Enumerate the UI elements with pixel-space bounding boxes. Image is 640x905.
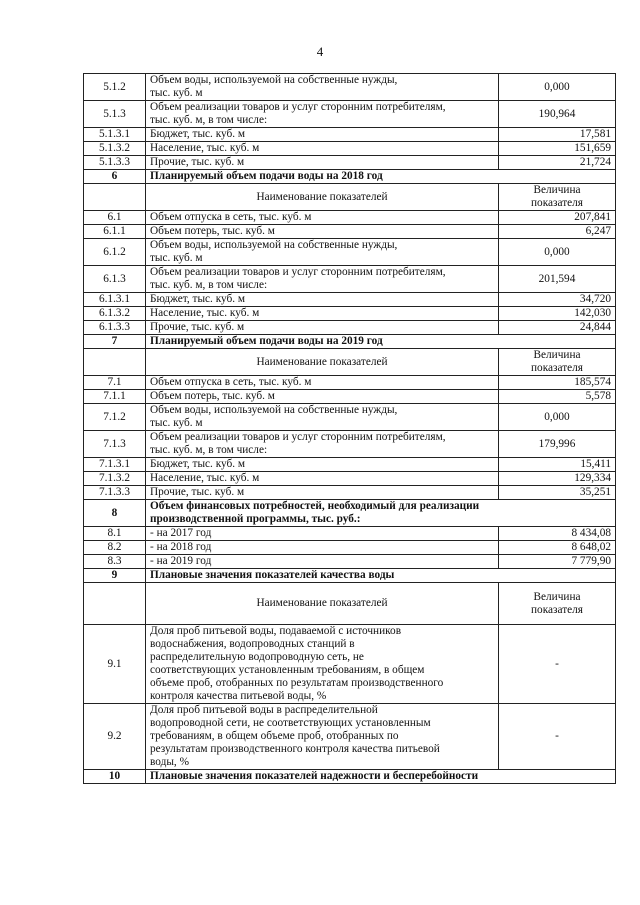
row-label [146, 293, 499, 307]
row-number: 8.3 [84, 555, 146, 569]
row-value: 151,659 [499, 142, 616, 156]
table-row [84, 704, 616, 770]
table-row [84, 404, 616, 431]
table-row [84, 376, 616, 390]
row-value: 5,578 [499, 390, 616, 404]
table-row [84, 239, 616, 266]
row-number: 7.1.3.2 [84, 472, 146, 486]
text-line: Планируемый объем подачи воды на 2019 год [150, 335, 383, 347]
row-number: 8.2 [84, 541, 146, 555]
row-number: 7.1.3 [84, 431, 146, 458]
section-number: 9 [84, 569, 146, 583]
header-value-cell [499, 583, 616, 625]
header-empty-cell [84, 349, 146, 376]
row-value: 8 648,02 [499, 541, 616, 555]
row-number: 5.1.3 [84, 101, 146, 128]
section-title [146, 500, 616, 527]
text-line: показателя [531, 197, 583, 209]
row-label [146, 458, 499, 472]
table-row [84, 555, 616, 569]
section-row [84, 170, 616, 184]
row-number: 9.2 [84, 704, 146, 770]
row-number: 6.1.3 [84, 266, 146, 293]
page-number: 4 [316, 44, 324, 59]
row-label [146, 239, 499, 266]
section-row [84, 770, 616, 784]
row-label [146, 625, 499, 704]
row-value: 201,594 [499, 266, 616, 293]
row-value: - [499, 625, 616, 704]
header-name-cell: Наименование показателей [146, 583, 499, 625]
table-row [84, 211, 616, 225]
text-line: Прочие, тыс. куб. м [150, 321, 245, 333]
row-number: 8.1 [84, 527, 146, 541]
row-number: 7.1 [84, 376, 146, 390]
row-value: 190,964 [499, 101, 616, 128]
row-value: 142,030 [499, 307, 616, 321]
column-header-row [84, 583, 616, 625]
row-number: 7.1.2 [84, 404, 146, 431]
row-label [146, 321, 499, 335]
row-value: 21,724 [499, 156, 616, 170]
section-number: 10 [84, 770, 146, 784]
table-row [84, 625, 616, 704]
table-row [84, 486, 616, 500]
text-line: водопроводной сети, не соответствующих установленным [150, 717, 431, 729]
row-value: 179,996 [499, 431, 616, 458]
text-line: - на 2019 год [150, 555, 212, 567]
text-line: Величина [533, 349, 581, 361]
indicators-table [83, 73, 616, 784]
text-line: Прочие, тыс. куб. м [150, 486, 245, 498]
text-line: Население, тыс. куб. м [150, 142, 260, 154]
row-number: 6.1 [84, 211, 146, 225]
row-number: 5.1.3.2 [84, 142, 146, 156]
section-title [146, 335, 616, 349]
row-label [146, 101, 499, 128]
header-name-cell: Наименование показателей [146, 184, 499, 211]
text-line: тыс. куб. м, в том числе: [150, 114, 268, 126]
table-row [84, 266, 616, 293]
row-number: 6.1.1 [84, 225, 146, 239]
text-line: Население, тыс. куб. м [150, 307, 260, 319]
column-header-row [84, 184, 616, 211]
section-row [84, 335, 616, 349]
section-row [84, 500, 616, 527]
row-label [146, 390, 499, 404]
row-label [146, 704, 499, 770]
row-number: 6.1.3.2 [84, 307, 146, 321]
row-label [146, 404, 499, 431]
text-line: Доля проб питьевой воды в распределительной [150, 704, 378, 716]
row-value: 17,581 [499, 128, 616, 142]
text-line: Величина [533, 590, 581, 603]
row-value: 0,000 [499, 74, 616, 101]
table-row [84, 321, 616, 335]
row-number: 7.1.3.3 [84, 486, 146, 500]
text-line: Население, тыс. куб. м [150, 472, 260, 484]
row-label [146, 472, 499, 486]
row-number: 6.1.2 [84, 239, 146, 266]
table-body [84, 74, 616, 784]
row-value: 6,247 [499, 225, 616, 239]
row-value: 24,844 [499, 321, 616, 335]
table-row [84, 307, 616, 321]
section-title [146, 770, 616, 784]
text-line: производственной программы, тыс. руб.: [150, 513, 361, 525]
row-value: 129,334 [499, 472, 616, 486]
row-number: 6.1.3.1 [84, 293, 146, 307]
text-line: - на 2018 год [150, 541, 212, 553]
text-line: Объем отпуска в сеть, тыс. куб. м [150, 376, 312, 388]
row-value: 0,000 [499, 239, 616, 266]
table-row [84, 156, 616, 170]
row-value: 7 779,90 [499, 555, 616, 569]
row-value: 35,251 [499, 486, 616, 500]
row-value: 8 434,08 [499, 527, 616, 541]
text-line: Бюджет, тыс. куб. м [150, 293, 246, 305]
text-line: Объем воды, используемой на собственные нужды, [150, 239, 398, 251]
section-row [84, 569, 616, 583]
row-number: 5.1.2 [84, 74, 146, 101]
section-number: 8 [84, 500, 146, 527]
table-row [84, 472, 616, 486]
row-value: 15,411 [499, 458, 616, 472]
row-label [146, 156, 499, 170]
row-label [146, 376, 499, 390]
section-title [146, 170, 616, 184]
row-number: 7.1.1 [84, 390, 146, 404]
table-row [84, 74, 616, 101]
row-label [146, 307, 499, 321]
header-empty-cell [84, 184, 146, 211]
section-title [146, 569, 616, 583]
text-line: Объем потерь, тыс. куб. м [150, 390, 275, 402]
text-line: - на 2017 год [150, 527, 212, 539]
row-label [146, 211, 499, 225]
text-line: тыс. куб. м [150, 417, 203, 429]
row-number: 5.1.3.3 [84, 156, 146, 170]
row-label [146, 541, 499, 555]
row-value: 34,720 [499, 293, 616, 307]
row-label [146, 128, 499, 142]
table-row [84, 128, 616, 142]
table-row [84, 390, 616, 404]
text-line: Объем отпуска в сеть, тыс. куб. м [150, 211, 312, 223]
table-row [84, 225, 616, 239]
text-line: Объем финансовых потребностей, необходимый для реализации [150, 500, 480, 512]
text-line: Бюджет, тыс. куб. м [150, 128, 246, 140]
text-line: распределительную водопроводную сеть, не [150, 651, 364, 663]
row-value: 0,000 [499, 404, 616, 431]
header-value-cell [499, 184, 616, 211]
text-line: Плановые значения показателей качества воды [150, 569, 395, 581]
row-label [146, 225, 499, 239]
column-header-row [84, 349, 616, 376]
section-number: 6 [84, 170, 146, 184]
table-row [84, 527, 616, 541]
table-row [84, 541, 616, 555]
section-number: 7 [84, 335, 146, 349]
text-line: Планируемый объем подачи воды на 2018 год [150, 170, 383, 182]
text-line: показателя [531, 362, 583, 374]
header-value-cell [499, 349, 616, 376]
row-number: 5.1.3.1 [84, 128, 146, 142]
row-label [146, 431, 499, 458]
text-line: показателя [531, 603, 583, 616]
row-number: 6.1.3.3 [84, 321, 146, 335]
text-line: Величина [533, 184, 581, 196]
text-line: результатам производственного контроля качества питьевой [150, 743, 440, 755]
row-number: 9.1 [84, 625, 146, 704]
row-value: 207,841 [499, 211, 616, 225]
text-line: тыс. куб. м, в том числе: [150, 444, 268, 456]
text-line: требованиям, в общем объеме проб, отобранных по [150, 730, 399, 742]
row-value: - [499, 704, 616, 770]
text-line: Объем реализации товаров и услуг сторонним потребителям, [150, 431, 446, 443]
table-row [84, 458, 616, 472]
row-label [146, 555, 499, 569]
row-label [146, 266, 499, 293]
text-line: Объем реализации товаров и услуг сторонним потребителям, [150, 266, 446, 278]
text-line: Плановые значения показателей надежности и бесперебойности [150, 770, 479, 782]
text-line: соответствующих установленным требованиям, в общем [150, 664, 425, 676]
text-line: Прочие, тыс. куб. м [150, 156, 245, 168]
text-line: Объем потерь, тыс. куб. м [150, 225, 275, 237]
row-number: 7.1.3.1 [84, 458, 146, 472]
table-row [84, 293, 616, 307]
table-row [84, 431, 616, 458]
text-line: контроля качества питьевой воды, % [150, 690, 327, 702]
text-line: водоснабжения, водопроводных станций в [150, 638, 355, 650]
header-empty-cell [84, 583, 146, 625]
row-label [146, 527, 499, 541]
table-row [84, 101, 616, 128]
text-line: Объем реализации товаров и услуг сторонним потребителям, [150, 101, 446, 113]
text-line: Объем воды, используемой на собственные нужды, [150, 404, 398, 416]
text-line: Доля проб питьевой воды, подаваемой с источников [150, 625, 402, 637]
text-line: объеме проб, отобранных по результатам производственного [150, 677, 444, 689]
text-line: воды, % [150, 756, 189, 768]
text-line: Объем воды, используемой на собственные нужды, [150, 74, 398, 86]
text-line: тыс. куб. м [150, 87, 203, 99]
text-line: Бюджет, тыс. куб. м [150, 458, 246, 470]
text-line: тыс. куб. м [150, 252, 203, 264]
row-label [146, 486, 499, 500]
header-name-cell: Наименование показателей [146, 349, 499, 376]
row-value: 185,574 [499, 376, 616, 390]
row-label [146, 142, 499, 156]
row-label [146, 74, 499, 101]
table-row [84, 142, 616, 156]
text-line: тыс. куб. м, в том числе: [150, 279, 268, 291]
